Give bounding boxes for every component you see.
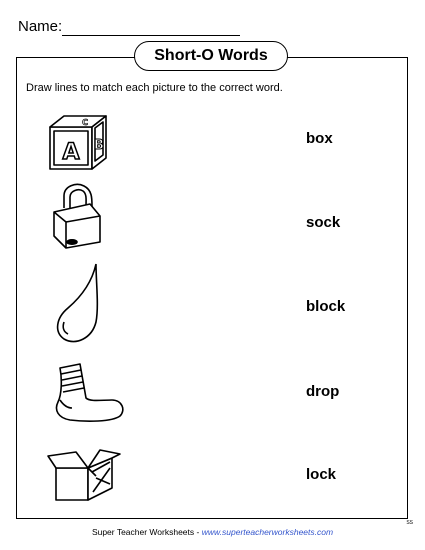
footer-separator: -	[194, 527, 202, 537]
word-drop[interactable]: drop	[306, 383, 340, 400]
sock-icon[interactable]	[46, 362, 126, 424]
word-block[interactable]: block	[306, 298, 346, 315]
word-lock[interactable]: lock	[306, 466, 337, 483]
name-label: Name:	[18, 18, 63, 35]
alphabet-block-icon[interactable]	[48, 113, 120, 171]
water-drop-icon[interactable]	[52, 262, 104, 344]
page-mark: SS	[406, 520, 413, 526]
cardboard-box-icon[interactable]	[46, 448, 122, 504]
footer-url[interactable]: www.superteacherworksheets.com	[201, 527, 334, 537]
footer-brand: Super Teacher Worksheets	[91, 527, 195, 537]
word-box[interactable]: box	[306, 130, 333, 147]
svg-text:B: B	[94, 138, 104, 153]
padlock-icon[interactable]	[48, 182, 106, 250]
instructions: Draw lines to match each picture to the correct word.	[26, 82, 283, 94]
worksheet-title: Short-O Words	[134, 41, 288, 71]
svg-text:C: C	[82, 118, 88, 127]
footer	[0, 527, 425, 537]
word-sock[interactable]: sock	[306, 214, 341, 231]
svg-text:A: A	[62, 140, 80, 165]
name-line[interactable]	[62, 35, 240, 36]
